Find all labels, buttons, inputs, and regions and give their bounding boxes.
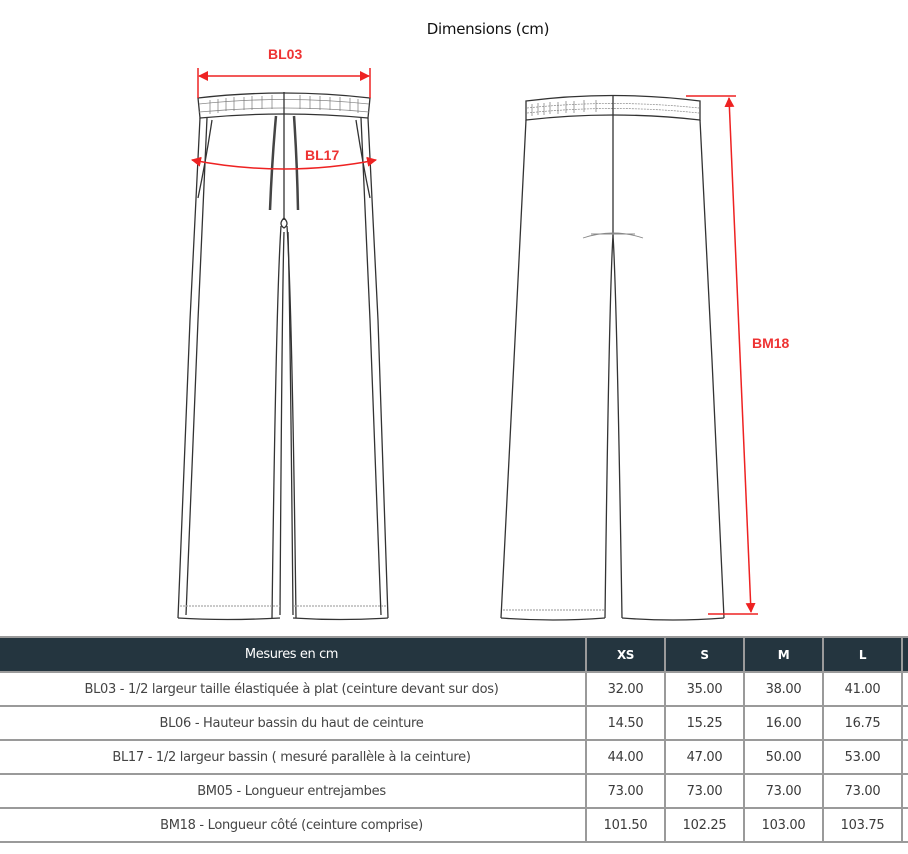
cell-s: 73.00 [665, 774, 744, 808]
cell-xs: 44.00 [586, 740, 665, 774]
cell-m: 73.00 [744, 774, 823, 808]
bl03-label: BL03 [268, 46, 303, 62]
row-label: BL03 - 1/2 largeur taille élastiquée à plat (ceinture devant sur dos) [0, 672, 586, 706]
cell-s: 47.00 [665, 740, 744, 774]
table-row [0, 774, 908, 808]
header-size-xs: XS [586, 637, 665, 672]
cell-next [902, 672, 908, 706]
header-size-m: M [744, 637, 823, 672]
cell-next [902, 774, 908, 808]
header-measure: Mesures en cm [0, 637, 586, 672]
cell-m: 103.00 [744, 808, 823, 842]
front-view [178, 92, 388, 620]
cell-s: 15.25 [665, 706, 744, 740]
cell-next [902, 740, 908, 774]
page-title: Dimensions (cm) [426, 20, 550, 38]
table-row [0, 740, 908, 774]
size-chart-table [0, 636, 908, 843]
cell-m: 16.00 [744, 706, 823, 740]
row-label: BL06 - Hauteur bassin du haut de ceinture [0, 706, 586, 740]
table-row [0, 706, 908, 740]
cell-xs: 14.50 [586, 706, 665, 740]
cell-xs: 32.00 [586, 672, 665, 706]
cell-s: 35.00 [665, 672, 744, 706]
table-header-row [0, 637, 908, 672]
row-label: BL17 - 1/2 largeur bassin ( mesuré parallèle à la ceinture) [0, 740, 586, 774]
cell-next [902, 706, 908, 740]
bl17-label: BL17 [305, 147, 340, 163]
back-view [501, 95, 724, 620]
header-size-l: L [823, 637, 902, 672]
row-label: BM05 - Longueur entrejambes [0, 774, 586, 808]
cell-l: 16.75 [823, 706, 902, 740]
bm18-label: BM18 [752, 335, 790, 351]
cell-xs: 73.00 [586, 774, 665, 808]
cell-m: 50.00 [744, 740, 823, 774]
table-row [0, 808, 908, 842]
header-size-next [902, 637, 908, 672]
cell-l: 73.00 [823, 774, 902, 808]
cell-next [902, 808, 908, 842]
cell-s: 102.25 [665, 808, 744, 842]
cell-xs: 101.50 [586, 808, 665, 842]
cell-l: 53.00 [823, 740, 902, 774]
cell-l: 41.00 [823, 672, 902, 706]
cell-m: 38.00 [744, 672, 823, 706]
cell-l: 103.75 [823, 808, 902, 842]
bm18-measure-arrow [686, 96, 758, 614]
row-label: BM18 - Longueur côté (ceinture comprise) [0, 808, 586, 842]
header-size-s: S [665, 637, 744, 672]
table-row [0, 672, 908, 706]
